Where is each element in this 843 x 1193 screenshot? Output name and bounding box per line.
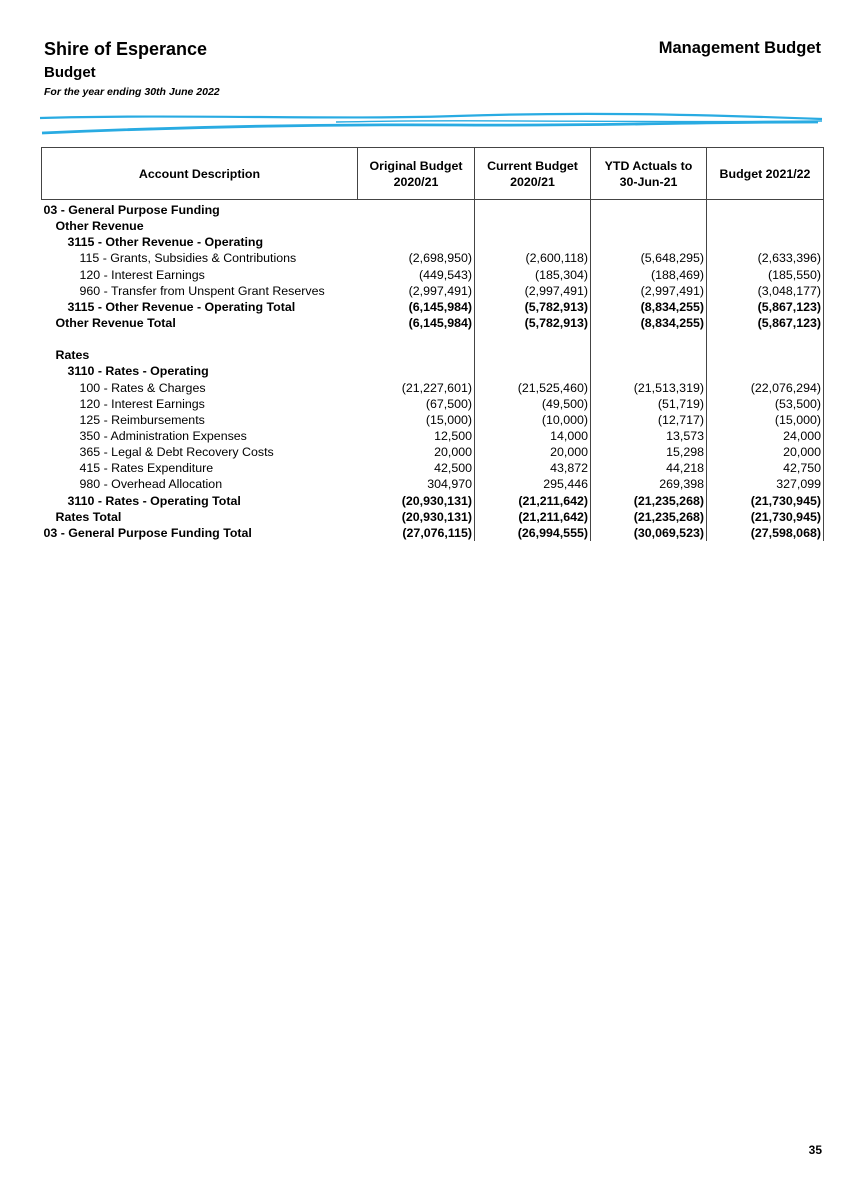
account-description: 365 - Legal & Debt Recovery Costs bbox=[79, 445, 274, 460]
amount-cell: 327,099 bbox=[707, 476, 824, 492]
account-description: 120 - Interest Earnings bbox=[79, 396, 205, 411]
amount-cell: 14,000 bbox=[475, 428, 591, 444]
account-description: 03 - General Purpose Funding Total bbox=[43, 525, 252, 540]
brand-swoosh bbox=[36, 110, 826, 140]
amount-cell: (6,145,984) bbox=[358, 315, 475, 331]
amount-cell: (20,930,131) bbox=[358, 493, 475, 509]
organisation-name: Shire of Esperance bbox=[44, 39, 208, 59]
account-description: Other Revenue Total bbox=[55, 316, 176, 331]
report-period: For the year ending 30th June 2022 bbox=[44, 86, 220, 98]
amount-cell: 20,000 bbox=[475, 444, 591, 460]
amount-cell: (26,994,555) bbox=[475, 525, 591, 541]
table-row bbox=[42, 412, 824, 428]
table-row bbox=[42, 331, 824, 347]
amount-cell: (15,000) bbox=[358, 412, 475, 428]
amount-cell: (6,145,984) bbox=[358, 299, 475, 315]
table-row bbox=[42, 315, 824, 331]
amount-cell: 295,446 bbox=[475, 476, 591, 492]
table-row bbox=[42, 250, 824, 266]
page-number: 35 bbox=[808, 1143, 822, 1157]
amount-cell: (30,069,523) bbox=[591, 525, 707, 541]
amount-cell: (5,782,913) bbox=[475, 315, 591, 331]
amount-cell: (21,513,319) bbox=[591, 380, 707, 396]
amount-cell bbox=[591, 331, 707, 347]
amount-cell bbox=[358, 331, 475, 347]
amount-cell: (20,930,131) bbox=[358, 509, 475, 525]
amount-cell: 13,573 bbox=[591, 428, 707, 444]
amount-cell: (67,500) bbox=[358, 396, 475, 412]
column-header bbox=[358, 148, 475, 200]
report-header bbox=[44, 38, 220, 99]
account-description: 960 - Transfer from Unspent Grant Reserves bbox=[79, 283, 325, 298]
amount-cell: (21,730,945) bbox=[707, 509, 824, 525]
account-description: 3115 - Other Revenue - Operating bbox=[67, 235, 264, 250]
amount-cell: (12,717) bbox=[591, 412, 707, 428]
amount-cell: (27,598,068) bbox=[707, 525, 824, 541]
account-description: 980 - Overhead Allocation bbox=[79, 477, 223, 492]
table-row bbox=[42, 283, 824, 299]
account-description: 3115 - Other Revenue - Operating Total bbox=[67, 299, 296, 314]
column-header-line2: 2020/21 bbox=[393, 174, 439, 189]
amount-cell: 42,500 bbox=[358, 460, 475, 476]
table-row bbox=[42, 234, 824, 250]
amount-cell bbox=[475, 200, 591, 219]
account-description: 415 - Rates Expenditure bbox=[79, 461, 214, 476]
amount-cell: 20,000 bbox=[358, 444, 475, 460]
amount-cell: (8,834,255) bbox=[591, 299, 707, 315]
budget-type-label: Management Budget bbox=[658, 39, 821, 57]
column-header-line2: 30-Jun-21 bbox=[619, 174, 678, 189]
amount-cell bbox=[358, 363, 475, 379]
table-row bbox=[42, 347, 824, 363]
column-header-line1: YTD Actuals to bbox=[604, 158, 693, 173]
account-description: 3110 - Rates - Operating bbox=[67, 364, 209, 379]
column-header-line2: 2020/21 bbox=[510, 174, 555, 189]
amount-cell: (185,304) bbox=[475, 267, 591, 283]
amount-cell: (21,211,642) bbox=[475, 493, 591, 509]
table-row bbox=[42, 509, 824, 525]
column-header bbox=[475, 148, 591, 200]
amount-cell bbox=[475, 331, 591, 347]
amount-cell: 12,500 bbox=[358, 428, 475, 444]
column-header-line1: Current Budget bbox=[487, 158, 578, 173]
amount-cell: (5,648,295) bbox=[591, 250, 707, 266]
table-row bbox=[42, 525, 824, 541]
table-body bbox=[42, 200, 824, 541]
account-description: 100 - Rates & Charges bbox=[79, 380, 206, 395]
amount-cell bbox=[591, 363, 707, 379]
amount-cell: 15,298 bbox=[591, 444, 707, 460]
amount-cell: 304,970 bbox=[358, 476, 475, 492]
account-description bbox=[42, 331, 358, 347]
amount-cell: (10,000) bbox=[475, 412, 591, 428]
amount-cell bbox=[358, 347, 475, 363]
amount-cell bbox=[707, 200, 824, 219]
amount-cell: (22,076,294) bbox=[707, 380, 824, 396]
amount-cell bbox=[475, 234, 591, 250]
amount-cell bbox=[591, 347, 707, 363]
report-title: Budget bbox=[44, 64, 96, 81]
amount-cell: (21,730,945) bbox=[707, 493, 824, 509]
amount-cell bbox=[475, 218, 591, 234]
amount-cell bbox=[707, 234, 824, 250]
amount-cell bbox=[707, 347, 824, 363]
table-row bbox=[42, 299, 824, 315]
amount-cell: (2,698,950) bbox=[358, 250, 475, 266]
amount-cell: (21,525,460) bbox=[475, 380, 591, 396]
amount-cell: (21,227,601) bbox=[358, 380, 475, 396]
account-description: Rates bbox=[55, 348, 90, 363]
column-header bbox=[42, 148, 358, 200]
amount-cell: 44,218 bbox=[591, 460, 707, 476]
column-header-line1: Account Description bbox=[138, 166, 261, 181]
amount-cell bbox=[358, 234, 475, 250]
amount-cell bbox=[707, 363, 824, 379]
account-description: Rates Total bbox=[55, 509, 122, 524]
amount-cell: (51,719) bbox=[591, 396, 707, 412]
amount-cell bbox=[358, 218, 475, 234]
amount-cell: (188,469) bbox=[591, 267, 707, 283]
table-row bbox=[42, 396, 824, 412]
amount-cell bbox=[475, 347, 591, 363]
table-row bbox=[42, 363, 824, 379]
table-row bbox=[42, 493, 824, 509]
amount-cell: (185,550) bbox=[707, 267, 824, 283]
amount-cell: (5,867,123) bbox=[707, 315, 824, 331]
account-description: 120 - Interest Earnings bbox=[79, 267, 205, 282]
amount-cell: (2,997,491) bbox=[358, 283, 475, 299]
amount-cell bbox=[358, 200, 475, 219]
table-row bbox=[42, 200, 824, 219]
amount-cell: (21,235,268) bbox=[591, 509, 707, 525]
table-row bbox=[42, 460, 824, 476]
amount-cell: (27,076,115) bbox=[358, 525, 475, 541]
amount-cell: (8,834,255) bbox=[591, 315, 707, 331]
account-description: 125 - Reimbursements bbox=[79, 412, 205, 427]
amount-cell: 43,872 bbox=[475, 460, 591, 476]
table-row bbox=[42, 444, 824, 460]
table-header bbox=[42, 148, 824, 200]
amount-cell bbox=[707, 218, 824, 234]
amount-cell: (3,048,177) bbox=[707, 283, 824, 299]
amount-cell: (5,782,913) bbox=[475, 299, 591, 315]
account-description: 03 - General Purpose Funding bbox=[43, 203, 220, 218]
amount-cell: (53,500) bbox=[707, 396, 824, 412]
account-description: 115 - Grants, Subsidies & Contributions bbox=[79, 251, 297, 266]
amount-cell: (2,997,491) bbox=[475, 283, 591, 299]
amount-cell: (21,211,642) bbox=[475, 509, 591, 525]
amount-cell bbox=[707, 331, 824, 347]
table-row bbox=[42, 428, 824, 444]
budget-table bbox=[41, 147, 824, 541]
account-description: 3110 - Rates - Operating Total bbox=[67, 493, 241, 508]
column-header bbox=[707, 148, 824, 200]
amount-cell: (5,867,123) bbox=[707, 299, 824, 315]
amount-cell: (49,500) bbox=[475, 396, 591, 412]
amount-cell bbox=[475, 363, 591, 379]
amount-cell: 20,000 bbox=[707, 444, 824, 460]
amount-cell bbox=[591, 200, 707, 219]
amount-cell: 42,750 bbox=[707, 460, 824, 476]
table-row bbox=[42, 267, 824, 283]
column-header-line1: Original Budget bbox=[369, 158, 463, 173]
amount-cell: (21,235,268) bbox=[591, 493, 707, 509]
account-description: 350 - Administration Expenses bbox=[79, 429, 247, 444]
column-header bbox=[591, 148, 707, 200]
amount-cell: (2,997,491) bbox=[591, 283, 707, 299]
amount-cell: (15,000) bbox=[707, 412, 824, 428]
table-row bbox=[42, 218, 824, 234]
amount-cell bbox=[591, 234, 707, 250]
amount-cell: (2,633,396) bbox=[707, 250, 824, 266]
amount-cell: (2,600,118) bbox=[475, 250, 591, 266]
amount-cell: 24,000 bbox=[707, 428, 824, 444]
table-row bbox=[42, 476, 824, 492]
account-description: Other Revenue bbox=[55, 219, 144, 234]
column-header-line1: Budget 2021/22 bbox=[719, 166, 811, 181]
amount-cell: (449,543) bbox=[358, 267, 475, 283]
amount-cell: 269,398 bbox=[591, 476, 707, 492]
amount-cell bbox=[591, 218, 707, 234]
table-row bbox=[42, 380, 824, 396]
